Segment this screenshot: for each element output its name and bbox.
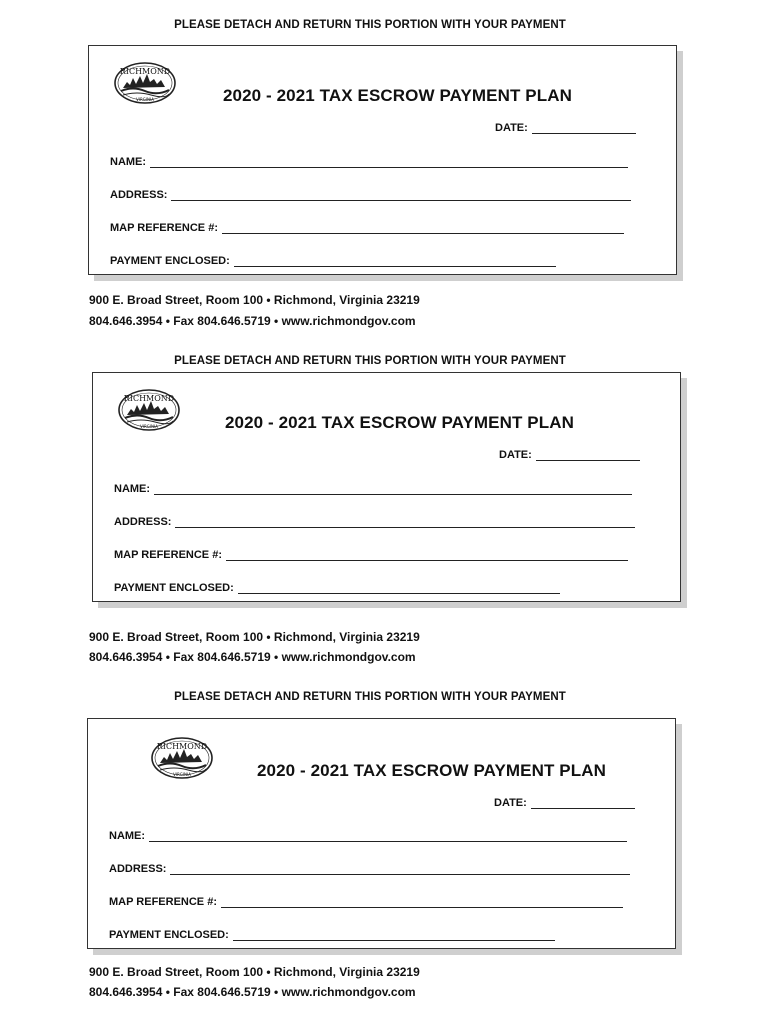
map-reference-label: MAP REFERENCE #: [110, 222, 218, 234]
map-reference-label: MAP REFERENCE #: [114, 549, 222, 561]
svg-text:RICHMOND: RICHMOND [123, 394, 175, 403]
name-input-line[interactable] [149, 831, 627, 842]
richmond-logo-icon [117, 387, 181, 433]
name-field[interactable] [110, 156, 628, 168]
detach-instruction: PLEASE DETACH AND RETURN THIS PORTION WITH YOUR PAYMENT [174, 355, 566, 367]
office-address: 900 E. Broad Street, Room 100 • Richmond, Virginia 23219 [89, 293, 420, 307]
payment-enclosed-field[interactable] [110, 255, 556, 267]
map-reference-input-line[interactable] [222, 223, 624, 234]
office-contact: 804.646.3954 • Fax 804.646.5719 • www.richmondgov.com [89, 314, 416, 328]
office-contact: 804.646.3954 • Fax 804.646.5719 • www.richmondgov.com [89, 985, 416, 999]
map-reference-field[interactable] [110, 222, 624, 234]
address-input-line[interactable] [170, 864, 630, 875]
richmond-logo-icon [150, 735, 214, 781]
address-field[interactable] [114, 516, 635, 528]
svg-text:RICHMOND: RICHMOND [119, 67, 171, 76]
name-input-line[interactable] [154, 484, 632, 495]
payment-enclosed-input-line[interactable] [234, 256, 556, 267]
address-label: ADDRESS: [109, 863, 167, 875]
svg-text:RICHMOND: RICHMOND [156, 742, 208, 751]
date-label: DATE: [494, 797, 527, 809]
name-input-line[interactable] [150, 157, 628, 168]
svg-text:VIRGINIA: VIRGINIA [136, 97, 154, 102]
payment-enclosed-field[interactable] [114, 582, 560, 594]
payment-slip-card [92, 372, 681, 602]
detach-instruction: PLEASE DETACH AND RETURN THIS PORTION WITH YOUR PAYMENT [174, 19, 566, 31]
name-field[interactable] [114, 483, 632, 495]
map-reference-field[interactable] [109, 896, 623, 908]
date-label: DATE: [495, 122, 528, 134]
office-contact: 804.646.3954 • Fax 804.646.5719 • www.richmondgov.com [89, 650, 416, 664]
name-label: NAME: [110, 156, 147, 168]
payment-enclosed-input-line[interactable] [233, 930, 555, 941]
date-field[interactable] [494, 797, 635, 809]
date-input-line[interactable] [531, 798, 635, 809]
address-label: ADDRESS: [114, 516, 172, 528]
form-title: 2020 - 2021 TAX ESCROW PAYMENT PLAN [223, 86, 572, 105]
date-input-line[interactable] [532, 123, 636, 134]
date-input-line[interactable] [536, 450, 640, 461]
form-title: 2020 - 2021 TAX ESCROW PAYMENT PLAN [225, 413, 574, 432]
date-field[interactable] [495, 122, 636, 134]
payment-enclosed-label: PAYMENT ENCLOSED: [114, 582, 234, 594]
address-input-line[interactable] [171, 190, 631, 201]
payment-enclosed-label: PAYMENT ENCLOSED: [110, 255, 230, 267]
map-reference-input-line[interactable] [221, 897, 623, 908]
payment-slip-card [87, 718, 676, 949]
payment-enclosed-field[interactable] [109, 929, 555, 941]
date-label: DATE: [499, 449, 532, 461]
office-address: 900 E. Broad Street, Room 100 • Richmond, Virginia 23219 [89, 965, 420, 979]
detach-instruction: PLEASE DETACH AND RETURN THIS PORTION WITH YOUR PAYMENT [174, 691, 566, 703]
map-reference-input-line[interactable] [226, 550, 628, 561]
svg-text:VIRGINIA: VIRGINIA [140, 424, 158, 429]
address-input-line[interactable] [175, 517, 635, 528]
richmond-logo-icon [113, 60, 177, 106]
map-reference-label: MAP REFERENCE #: [109, 896, 217, 908]
date-field[interactable] [499, 449, 640, 461]
svg-text:VIRGINIA: VIRGINIA [173, 772, 191, 777]
name-label: NAME: [109, 830, 146, 842]
address-label: ADDRESS: [110, 189, 168, 201]
address-field[interactable] [110, 189, 631, 201]
office-address: 900 E. Broad Street, Room 100 • Richmond, Virginia 23219 [89, 630, 420, 644]
map-reference-field[interactable] [114, 549, 628, 561]
payment-enclosed-label: PAYMENT ENCLOSED: [109, 929, 229, 941]
address-field[interactable] [109, 863, 630, 875]
payment-enclosed-input-line[interactable] [238, 583, 560, 594]
name-label: NAME: [114, 483, 151, 495]
payment-slip-card [88, 45, 677, 275]
name-field[interactable] [109, 830, 627, 842]
form-title: 2020 - 2021 TAX ESCROW PAYMENT PLAN [257, 761, 606, 780]
